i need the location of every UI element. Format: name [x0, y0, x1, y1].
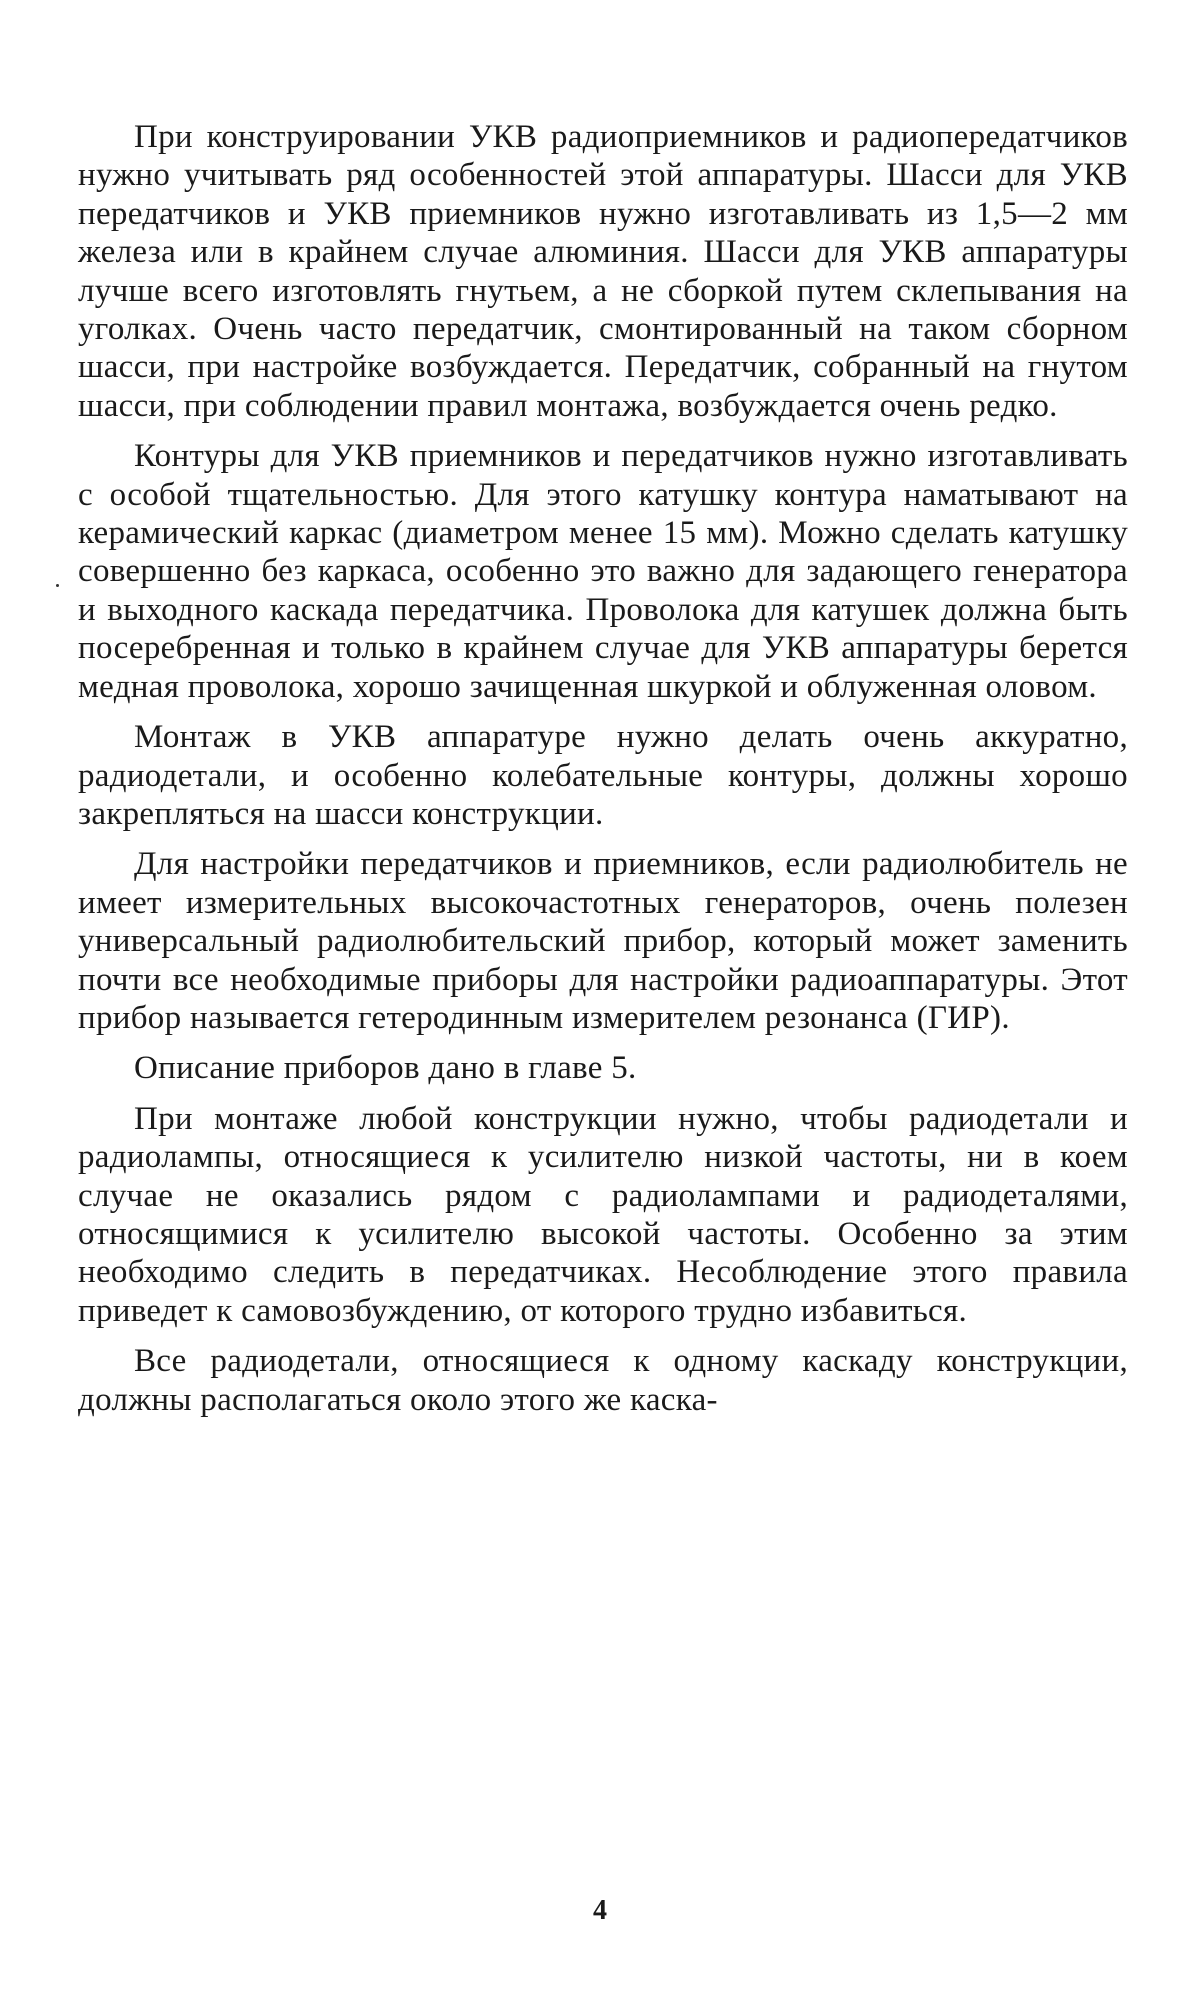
- paragraph-3: Монтаж в УКВ аппаратуре нужно делать очень аккуратно, радиодетали, и особенно колебательные контуры, должны хорошо закрепляться на шасси конструкции.: [78, 719, 1128, 832]
- paragraph-7: Все радиодетали, относящиеся к одному каскаду конструкции, должны располагаться около этого же каска-: [78, 1343, 1128, 1418]
- print-speck: [56, 584, 59, 587]
- page-number: 4: [593, 1895, 607, 1926]
- page-body: [78, 118, 1128, 1419]
- paragraph-4: Для настройки передатчиков и приемников, если радиолюбитель не имеет измерительных высокочастотных генераторов, очень полезен универсальный радиолюбительский прибор, который может заменить почти все необходимые приборы для настройки радиоаппаратуры. Этот прибор называется гетеродинным измерителем резонанса (ГИР).: [78, 846, 1128, 1036]
- paragraph-2: Контуры для УКВ приемников и передатчиков нужно изготавливать с особой тщательностью. Для этого катушку контура наматывают на керамический каркас (диаметром менее 15 мм). Можно сделать катушку совершенно без каркаса, особенно это важно для задающего генератора и выходного каскада передатчика. Проволока для катушек должна быть посеребренная и только в крайнем случае для УКВ аппаратуры берется медная проволока, хорошо зачищенная шкуркой и облуженная оловом.: [78, 438, 1128, 705]
- paragraph-5: Описание приборов дано в главе 5.: [134, 1050, 637, 1087]
- paragraph-1: При конструировании УКВ радиоприемников и радиопередатчиков нужно учитывать ряд особенностей этой аппаратуры. Шасси для УКВ передатчиков и УКВ приемников нужно изготавливать из 1,5—2 мм железа или в крайнем случае алюминия. Шасси для УКВ аппаратуры лучше всего изготовлять гнутьем, а не сборкой путем склепывания на уголках. Очень часто передатчик, смонтированный на таком сборном шасси, при настройке возбуждается. Передатчик, собранный на гнутом шасси, при соблюдении правил монтажа, возбуждается очень редко.: [78, 119, 1128, 424]
- paragraph-6: При монтаже любой конструкции нужно, чтобы радиодетали и радиолампы, относящиеся к усилителю низкой частоты, ни в коем случае не оказались рядом с радиолампами и радиодеталями, относящимися к усилителю высокой частоты. Особенно за этим необходимо следить в передатчиках. Несоблюдение этого правила приведет к самовозбуждению, от которого трудно избавиться.: [78, 1100, 1128, 1329]
